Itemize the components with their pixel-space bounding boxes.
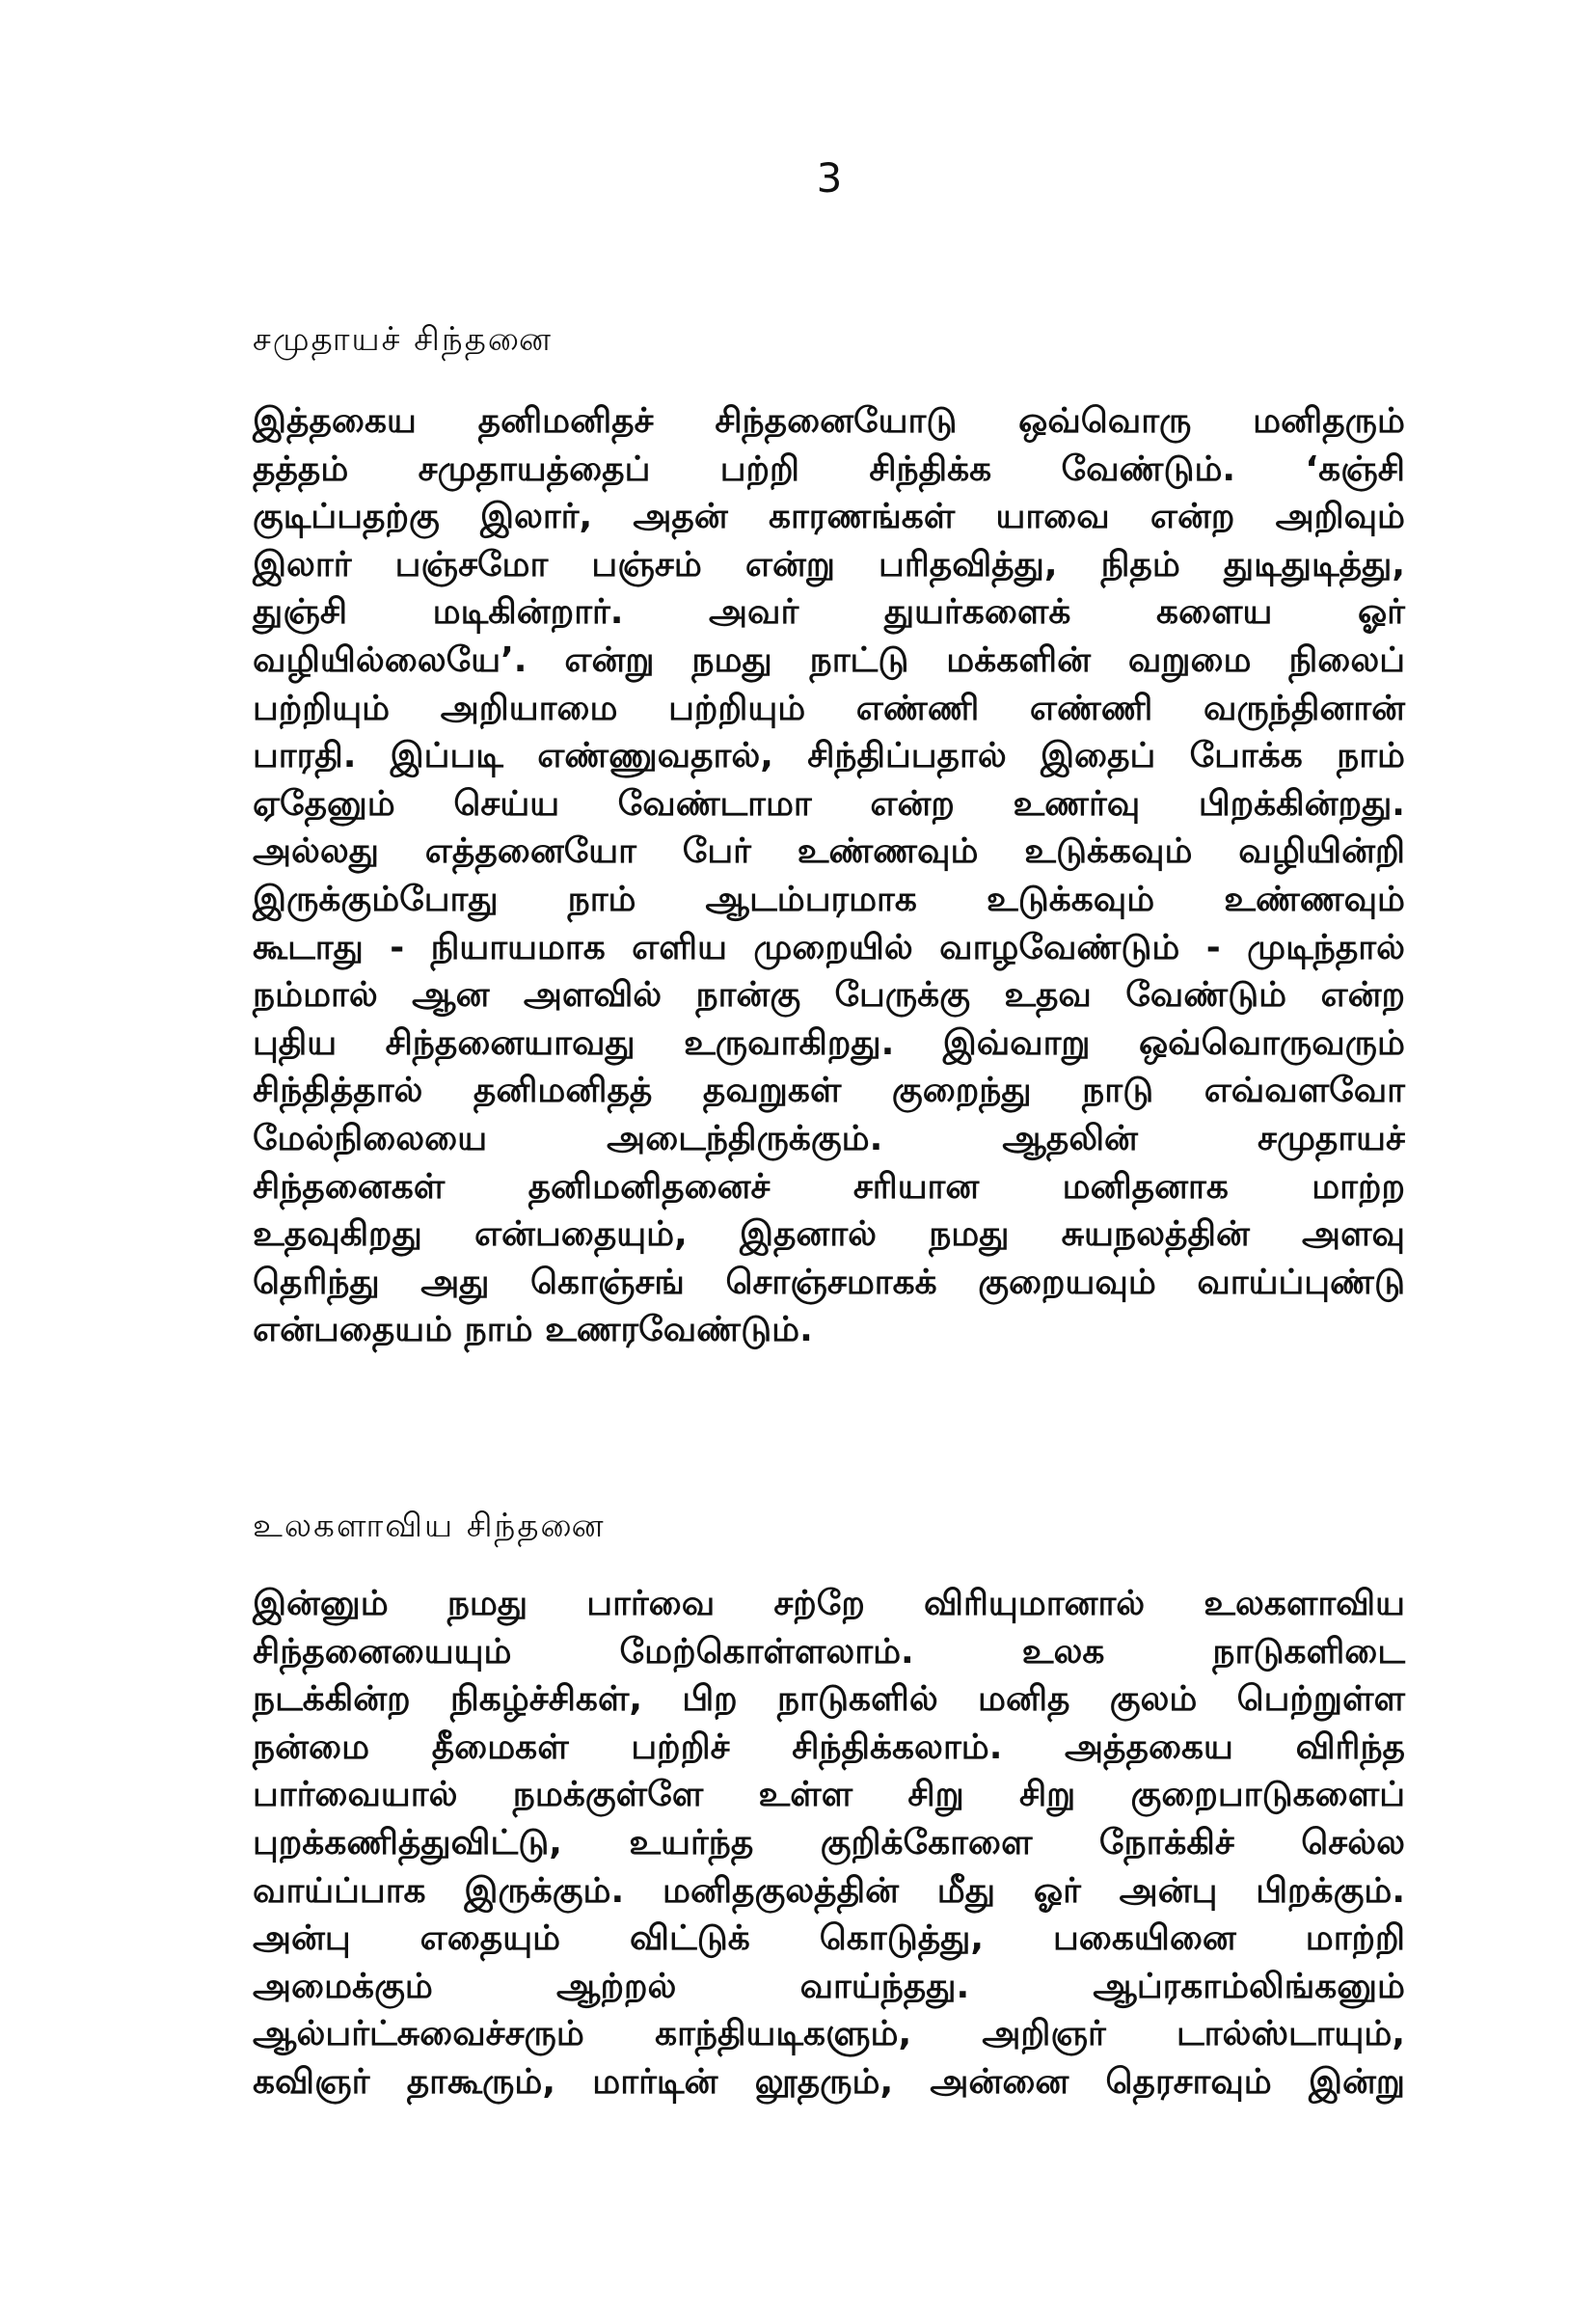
paragraph-line: சிந்தனையையும் மேற்கொள்ளலாம். உலக நாடுகளிடை xyxy=(253,1631,1405,1672)
paragraph-line: குடிப்பதற்கு இலார், அதன் காரணங்கள் யாவை என்ற அறிவும் xyxy=(253,497,1405,537)
paragraph-line: வழியில்லையே’. என்று நமது நாட்டு மக்களின் வறுமை நிலைப் xyxy=(253,639,1405,680)
paragraph-line: ஏதேனும் செய்ய வேண்டாமா என்ற உணர்வு பிறக்கின்றது. xyxy=(253,783,1405,824)
paragraph-line: அமைக்கும் ஆற்றல் வாய்ந்தது. ஆப்ரகாம்லிங்கனும் xyxy=(253,1966,1405,2006)
paragraph-line: அல்லது எத்தனையோ பேர் உண்ணவும் உடுக்கவும் வழியின்றி xyxy=(253,831,1405,872)
paragraph-line: தத்தம் சமுதாயத்தைப் பற்றி சிந்திக்க வேண்டும். ‘கஞ்சி xyxy=(253,449,1405,489)
paragraph-line: இன்னும் நமது பார்வை சற்றே விரியுமானால் உலகளாவிய xyxy=(253,1584,1405,1623)
section-paragraph-social-thought xyxy=(253,397,1405,1354)
section-heading-social-thought: சமுதாயச் சிந்தனை xyxy=(253,320,554,359)
page-number: 3 xyxy=(816,154,843,202)
paragraph-line: புறக்கணித்துவிட்டு, உயர்ந்த குறிக்கோளை நோக்கிச் செல்ல xyxy=(253,1822,1405,1862)
section-heading-global-thought: உலகளாவிய சிந்தனை xyxy=(253,1507,606,1545)
paragraph-line: இருக்கும்போது நாம் ஆடம்பரமாக உடுக்கவும் உண்ணவும் xyxy=(253,879,1405,919)
paragraph-line: நன்மை தீமைகள் பற்றிச் சிந்திக்கலாம். அத்தகைய விரிந்த xyxy=(253,1726,1405,1767)
paragraph-line: துஞ்சி மடிகின்றார். அவர் துயர்களைக் களைய ஓர் xyxy=(253,592,1405,633)
paragraph-line: ஆல்பர்ட்சுவைச்சரும் காந்தியடிகளும், அறிஞர் டால்ஸ்டாயும், xyxy=(253,2014,1405,2054)
paragraph-line: மேல்நிலையை அடைந்திருக்கும். ஆதலின் சமுதாயச் xyxy=(253,1118,1405,1158)
paragraph-line: அன்பு எதையும் விட்டுக் கொடுத்து, பகையினை மாற்றி xyxy=(253,1918,1405,1959)
paragraph-line: நடக்கின்ற நிகழ்ச்சிகள், பிற நாடுகளில் மனித குலம் பெற்றுள்ள xyxy=(253,1679,1405,1720)
paragraph-line: சிந்தனைகள் தனிமனிதனைச் சரியான மனிதனாக மாற்ற xyxy=(253,1166,1405,1207)
paragraph-line: தெரிந்து அது கொஞ்சங் சொஞ்சமாகக் குறையவும் வாய்ப்புண்டு xyxy=(253,1262,1405,1302)
section-paragraph-global-thought xyxy=(253,1580,1405,2107)
paragraph-line: சிந்தித்தால் தனிமனிதத் தவறுகள் குறைந்து நாடு எவ்வளவோ xyxy=(253,1071,1405,1111)
paragraph-line: இத்தகைய தனிமனிதச் சிந்தனையோடு ஒவ்வொரு மனிதரும் xyxy=(253,401,1405,441)
paragraph-line: பார்வையால் நமக்குள்ளே உள்ள சிறு சிறு குறைபாடுகளைப் xyxy=(253,1775,1405,1815)
paragraph-line: பாரதி. இப்படி எண்ணுவதால், சிந்திப்பதால் இதைப் போக்க நாம் xyxy=(253,736,1405,776)
paragraph-line: பற்றியும் அறியாமை பற்றியும் எண்ணி எண்ணி வருந்தினான் xyxy=(253,688,1405,728)
paragraph-line: இலார் பஞ்சமோ பஞ்சம் என்று பரிதவித்து, நிதம் துடிதுடித்து, xyxy=(253,544,1405,585)
paragraph-line: உதவுகிறது என்பதையும், இதனால் நமது சுயநலத்தின் அளவு xyxy=(253,1214,1405,1255)
paragraph-line: வாய்ப்பாக இருக்கும். மனிதகுலத்தின் மீது ஓர் அன்பு பிறக்கும். xyxy=(253,1870,1405,1911)
paragraph-line: கூடாது - நியாயமாக எளிய முறையில் வாழவேண்டும் - முடிந்தால் xyxy=(253,927,1405,967)
paragraph-line: நம்மால் ஆன அளவில் நான்கு பேருக்கு உதவ வேண்டும் என்ற xyxy=(253,975,1405,1016)
paragraph-line: கவிஞர் தாகூரும், மார்டின் லூதரும், அன்னை தெரசாவும் இன்று xyxy=(253,2061,1405,2102)
paragraph-line: புதிய சிந்தனையாவது உருவாகிறது. இவ்வாறு ஒவ்வொருவரும் xyxy=(253,1022,1405,1063)
paragraph-line: என்பதையம் நாம் உணரவேண்டும். xyxy=(253,1310,813,1350)
